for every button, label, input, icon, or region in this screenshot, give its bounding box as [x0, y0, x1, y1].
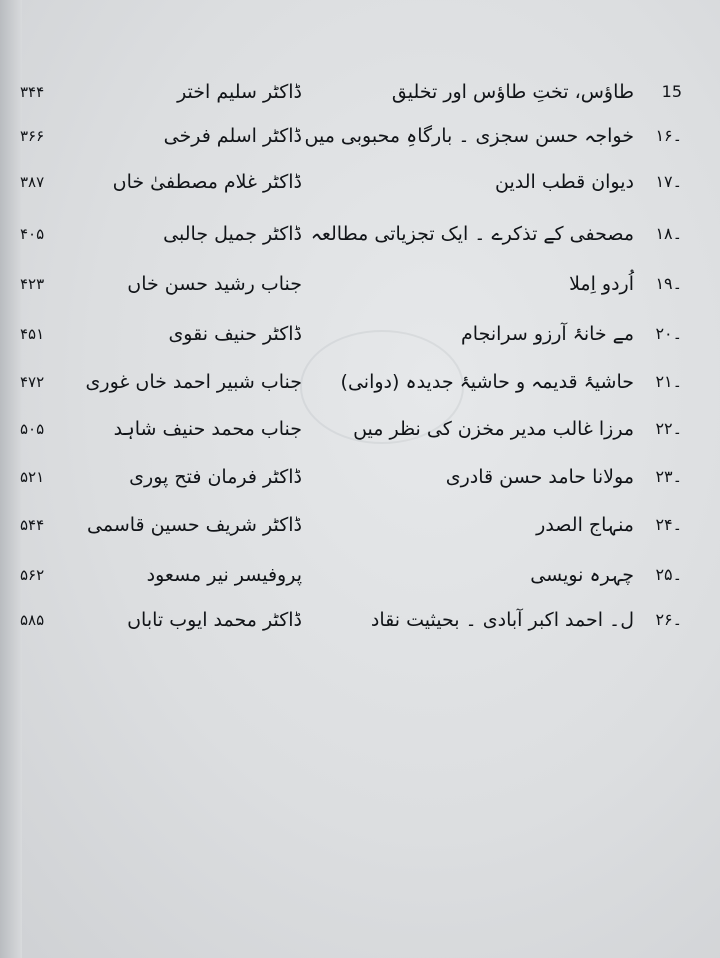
toc-entry-24 [0, 503, 720, 547]
toc-entry-23 [0, 455, 720, 499]
entry-number: ۱۸۔ [655, 224, 682, 243]
entry-page: ۵۰۵ [20, 420, 45, 438]
entry-title: مرزا غالب مدیر مخزن کی نظر میں [353, 418, 634, 440]
entry-author: ڈاکٹر محمد ایوب تاباں [127, 609, 302, 631]
entry-author: جناب شبیر احمد خاں غوری [85, 371, 302, 393]
entry-page: ۴۵۱ [20, 325, 45, 343]
entry-page: ۴۲۳ [20, 275, 45, 293]
entry-number: ۲۲۔ [655, 419, 682, 438]
entry-number: ۲۱۔ [655, 372, 682, 391]
entry-title: خواجہ حسن سجزی ۔ بارگاہِ محبوبی میں [304, 125, 634, 147]
entry-author: جناب محمد حنیف شاہد [113, 418, 302, 440]
entry-title: ل۔ احمد اکبر آبادی ۔ بحیثیت نقاد [370, 609, 634, 631]
entry-author: ڈاکٹر حنیف نقوی [168, 323, 302, 345]
entry-number: ۲۴۔ [655, 515, 682, 534]
entry-title: حاشیۂ قدیمہ و حاشیۂ جدیدہ (دوانی) [340, 371, 634, 393]
entry-title: منہاج الصدر [536, 514, 634, 536]
entry-page: ۵۴۴ [20, 516, 45, 534]
entry-page: ۴۰۵ [20, 225, 45, 243]
entry-author: ڈاکٹر سلیم اختر [177, 81, 302, 103]
entry-number: ۲۶۔ [655, 610, 682, 629]
toc-entry-22 [0, 407, 720, 451]
entry-number: ۲۰۔ [655, 324, 682, 343]
entry-page: ۴۷۲ [20, 373, 45, 391]
entry-author: جناب رشید حسن خاں [127, 273, 302, 295]
entry-page: ۳۶۶ [20, 127, 45, 145]
entry-title: اُردو اِملا [569, 273, 634, 295]
entry-page: ۳۴۴ [20, 83, 45, 101]
toc-entry-18 [0, 212, 720, 256]
toc-entry-19 [0, 262, 720, 306]
entry-title: مصحفی کے تذکرے ۔ ایک تجزیاتی مطالعہ [310, 223, 634, 245]
entry-page: ۳۸۷ [20, 173, 45, 191]
entry-author: ڈاکٹر جمیل جالبی [163, 223, 302, 245]
entry-title: مولانا حامد حسن قادری [445, 466, 634, 488]
entry-number: ۱۶۔ [655, 126, 682, 145]
entry-author: پروفیسر نیر مسعود [146, 564, 302, 586]
entry-author: ڈاکٹر فرمان فتح پوری [129, 466, 302, 488]
entry-number: 15 [661, 82, 682, 101]
entry-page: ۵۸۵ [20, 611, 45, 629]
entry-page: ۵۲۱ [20, 468, 45, 486]
toc-entry-25 [0, 553, 720, 597]
entry-author: ڈاکٹر شریف حسین قاسمی [87, 514, 302, 536]
toc-entry-15 [0, 70, 720, 114]
entry-page: ۵۶۲ [20, 566, 45, 584]
entry-number: ۱۷۔ [655, 172, 682, 191]
toc-entry-21 [0, 360, 720, 404]
entry-number: ۲۵۔ [655, 565, 682, 584]
toc-entry-17 [0, 160, 720, 204]
entry-author: ڈاکٹر غلام مصطفیٰ خاں [112, 171, 302, 193]
entry-title: دیوان قطب الدین [495, 171, 634, 193]
toc-entry-20 [0, 312, 720, 356]
toc-entry-16 [0, 114, 720, 158]
entry-title: طاؤس، تختِ طاؤس اور تخلیق [391, 81, 634, 103]
entry-author: ڈاکٹر اسلم فرخی [163, 125, 302, 147]
entry-number: ۲۳۔ [655, 467, 682, 486]
toc-entry-26 [0, 598, 720, 642]
entry-number: ۱۹۔ [655, 274, 682, 293]
entry-title: چہرہ نویسی [530, 564, 634, 586]
entry-title: مے خانۂ آرزو سرانجام [461, 323, 634, 345]
